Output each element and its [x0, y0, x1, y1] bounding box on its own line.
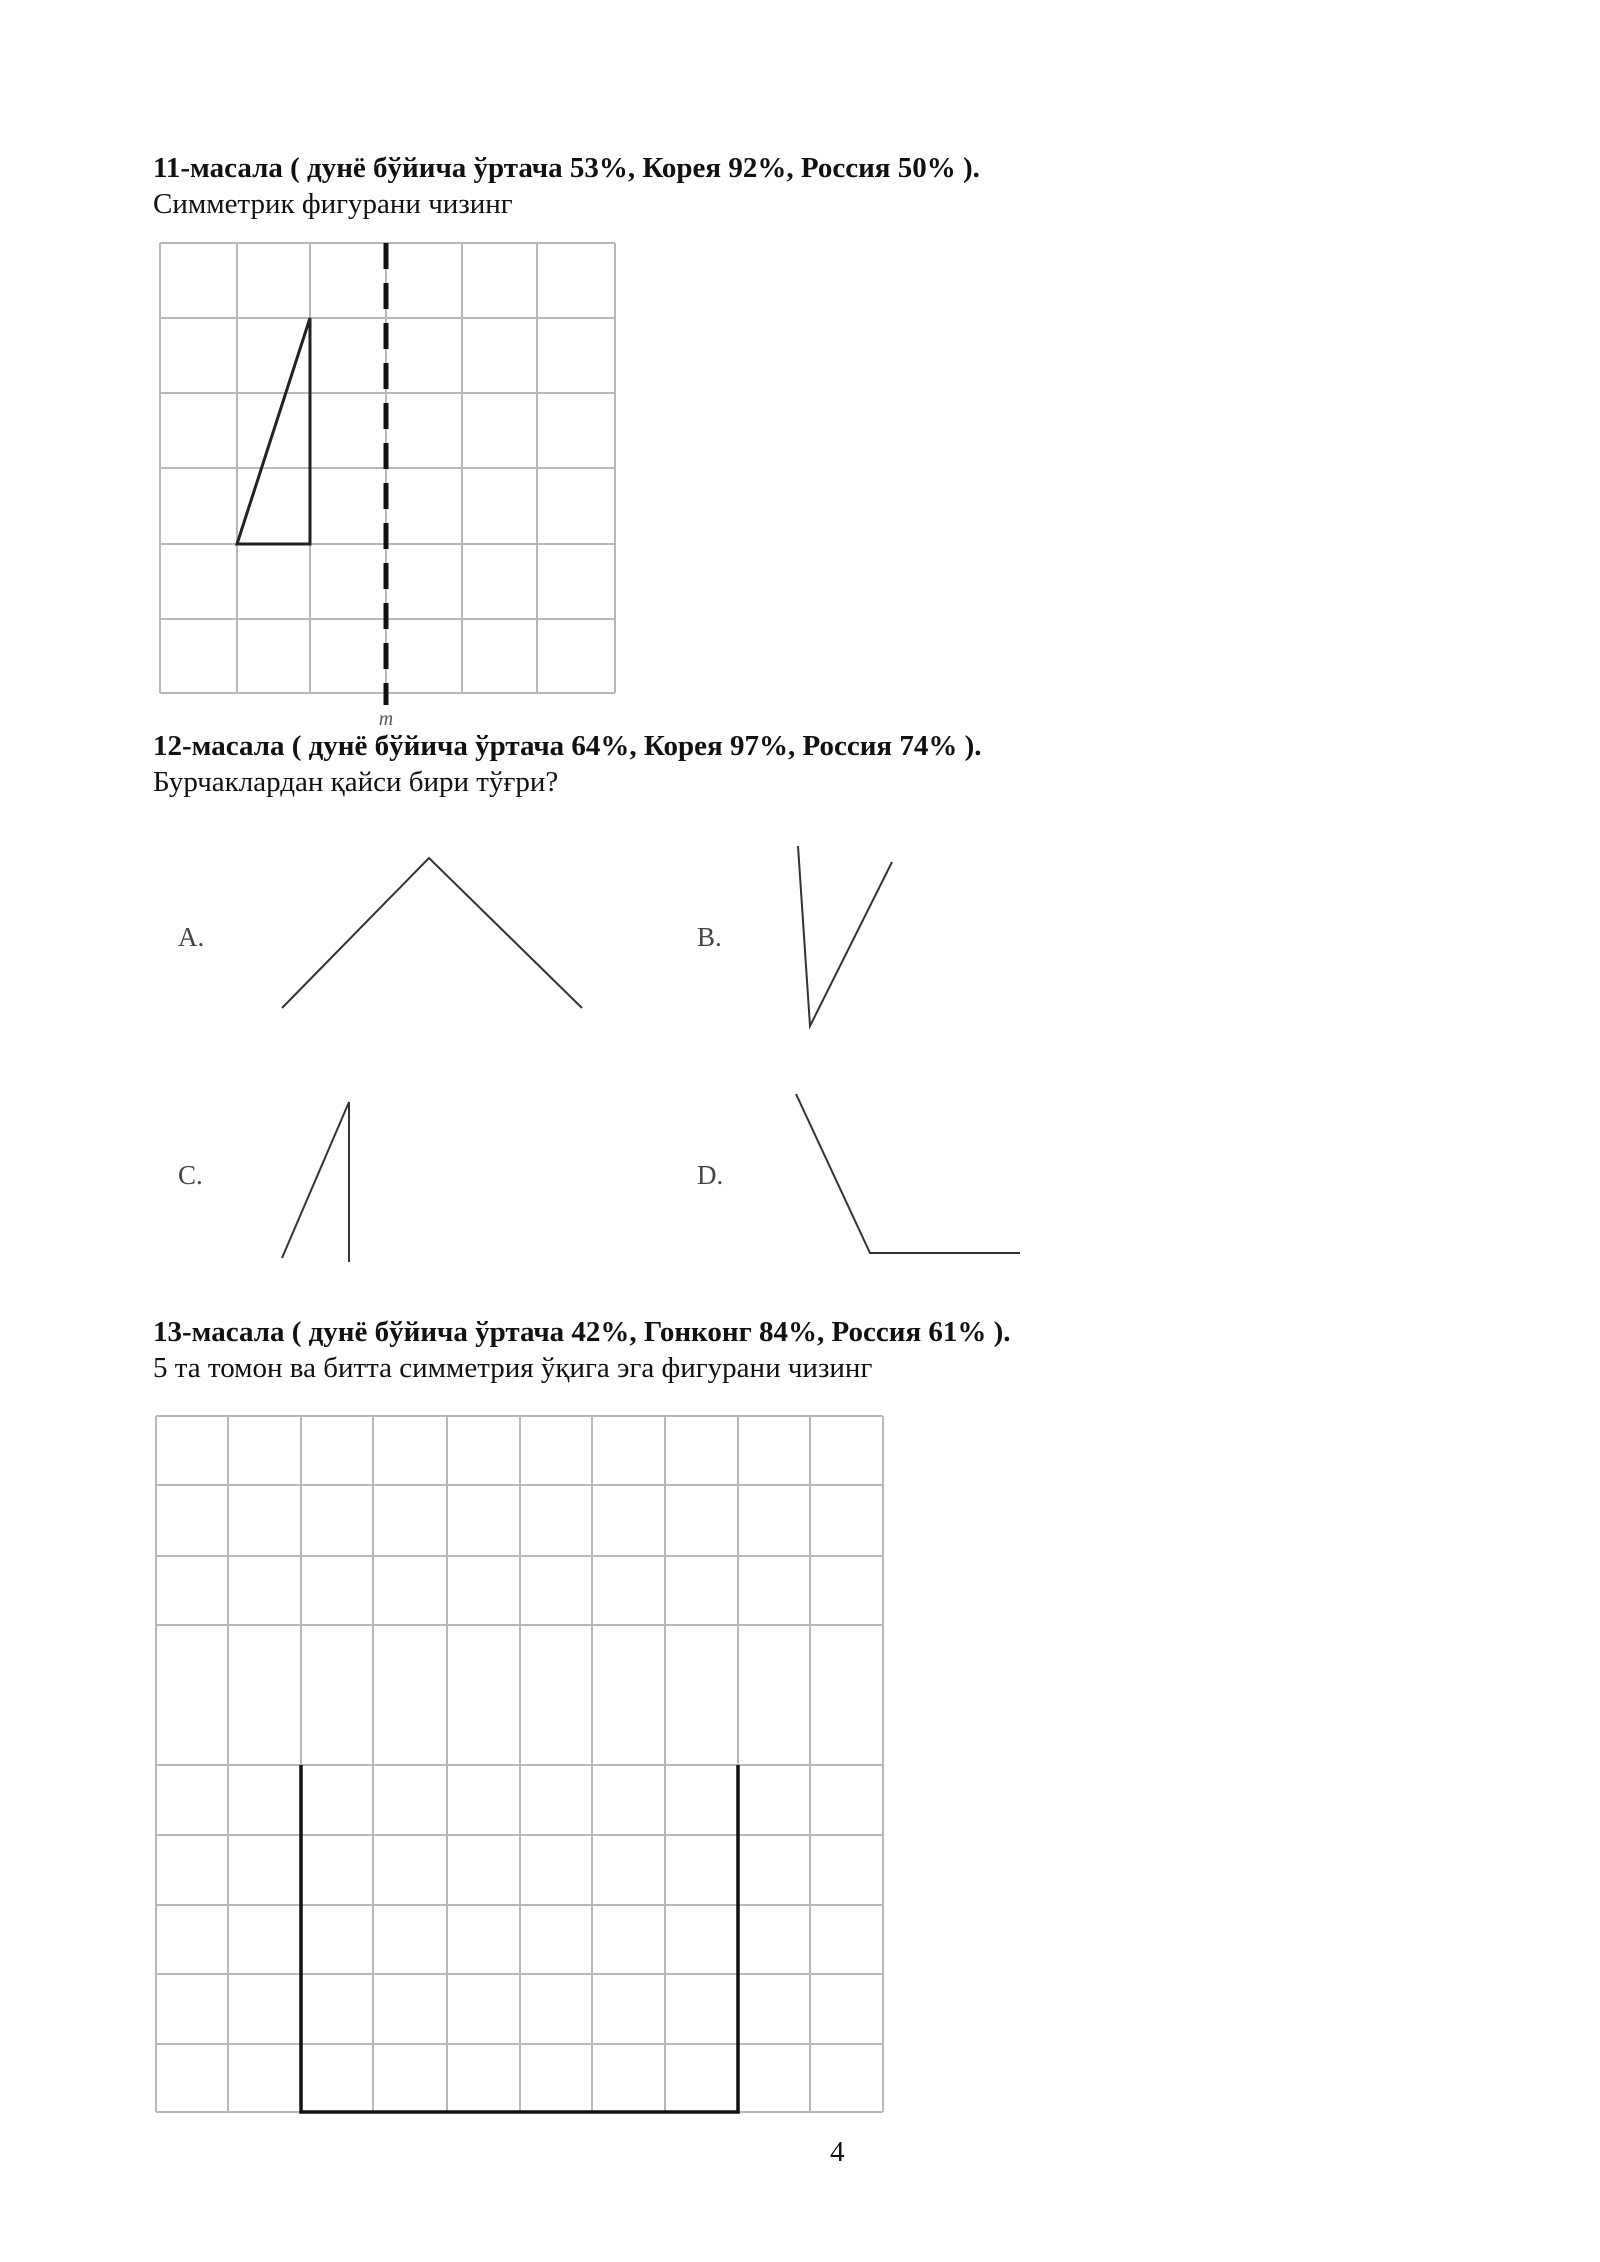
option-c-label: C. [178, 1160, 203, 1190]
option-b-label: B. [697, 922, 722, 952]
given-triangle [237, 318, 310, 544]
option-c-angle-figure [270, 1090, 380, 1270]
problem-13-heading: 13-масала ( дунё бўйича ўртача 42%, Гонконг 84%, Россия 61% ). [153, 1316, 1011, 1348]
problem-13-prompt: 5 та томон ва битта симметрия ўқига эга фигурани чизинг [153, 1352, 873, 1384]
symmetry-axis-label: m [378, 708, 394, 730]
problem-11-prompt: Симметрик фигурани чизинг [153, 188, 513, 220]
option-b-angle-figure [780, 830, 910, 1040]
problem-11-heading: 11-масала ( дунё бўйича ўртача 53%, Корея 92%, Россия 50% ). [153, 152, 980, 184]
option-d-angle-figure [780, 1080, 1030, 1270]
problem-12-heading: 12-масала ( дунё бўйича ўртача 64%, Корея 97%, Россия 74% ). [153, 730, 982, 762]
option-a-angle-figure [270, 840, 600, 1020]
grid-lines [156, 1416, 883, 2112]
problem-13-drawing-grid [150, 1410, 900, 2130]
problem-12-prompt: Бурчаклардан қайси бири тўғри? [153, 766, 559, 798]
option-d-label: D. [697, 1160, 724, 1190]
problem-11-symmetry-grid [150, 235, 630, 735]
page-number: 4 [830, 2136, 845, 2168]
option-a-label: A. [178, 922, 205, 952]
